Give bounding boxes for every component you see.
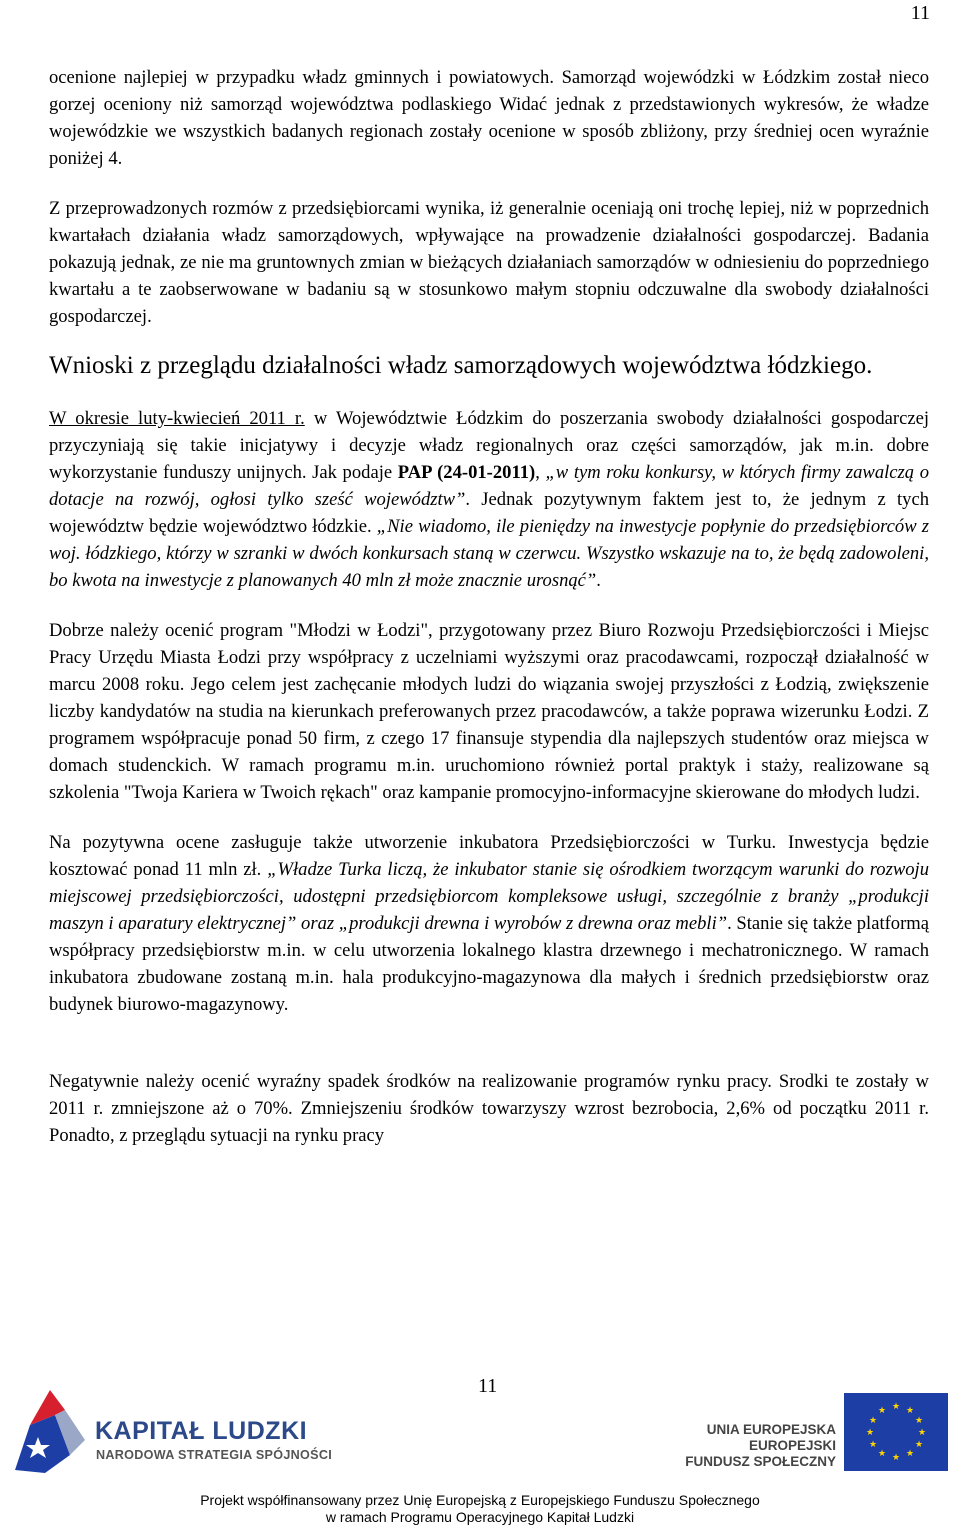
- svg-text:★: ★: [905, 1449, 915, 1459]
- p3-text-1: w Województwie Łódzkim do poszerzania swobody działalności gospodarczej przyczyniają się takie inicjatywy i decyzje władz regionalnych oraz części samorządów, jak m.in. dobre wykorzystanie funduszy unijnych. Jak podaje: [49, 408, 929, 483]
- footer-line-1: Projekt współfinansowany przez Unię Europejską z Europejskiego Funduszu Społecznego: [200, 1492, 760, 1508]
- paragraph-1: ocenione najlepiej w przypadku władz gminnych i powiatowych. Samorząd wojewódzki w Łódzkim został nieco gorzej oceniony niż samorząd województwa podlaskiego Widać jednak z przedstawionych wykresów, że władze wojewódzkie we wszystkich badanych regionach zostały ocenione w sposób zbliżony, przy średniej ocen wyraźnie poniżej 4.: [49, 67, 929, 169]
- svg-text:★: ★: [917, 1428, 927, 1438]
- page-number-bottom: 11: [478, 1375, 498, 1397]
- footer: [0, 1492, 960, 1526]
- p3-text-4: .: [596, 570, 601, 591]
- source-pap: PAP (24-01-2011): [397, 462, 536, 483]
- section-heading: Wnioski z przeglądu działalności władz samorządowych województwa łódzkiego.: [49, 352, 873, 379]
- kapital-ludzki-subtitle: NARODOWA STRATEGIA SPÓJNOŚCI: [96, 1448, 333, 1462]
- paragraph-4: Dobrze należy ocenić program "Młodzi w Łodzi", przygotowany przez Biuro Rozwoju Przedsiębiorczości i Miejsc Pracy Urzędu Miasta Łodzi przy współpracy z uczelniami wyższymi oraz pracodawcami, rozpoczął działalność w marcu 2008 roku. Jego celem jest zachęcanie młodych ludzi do wiązania swojej przyszłości z Łodzią, zwiększenie liczby kandydatów na studia na kierunkach preferowanych przez pracodawców, a także poprawa wizerunku Łodzi. Z programem współpracuje ponad 50 firm, z czego 17 finansuje stypendia dla najlepszych studentów oraz miejsca w domach studenckich. W ramach programu m.in. uruchomiono również portal praktyk i staży, realizowane są szkolenia "Twoja Kariera w Twoich rękach" oraz kampanie promocyjno-informacyjne skierowane do młodych ludzi.: [49, 620, 929, 803]
- p5-text-2: . Stanie się także platformą współpracy przedsiębiorstw m.in. w celu utworzenia lokalnego klastra drzewnego i mechatronicznego. W ramach inkubatora zbudowane zostaną m.in. hala produkcyjno-magazynowa dla małych i średnich przedsiębiorstw oraz budynek biurowo-magazynowy.: [49, 913, 930, 1015]
- p5-text-1: Na pozytywna ocene zasługuje także utworzenie inkubatora Przedsiębiorczości w Turku. Inwestycja będzie kosztować ponad 11 mln zł.: [49, 832, 929, 880]
- paragraph-5: [49, 829, 929, 1018]
- ue-line-1: UNIA EUROPEJSKA: [706, 1422, 836, 1437]
- kapital-ludzki-icon: [10, 1385, 90, 1475]
- footer-line-2: w ramach Programu Operacyjnego Kapitał Ludzki: [325, 1509, 635, 1525]
- svg-text:★: ★: [868, 1440, 878, 1450]
- paragraph-6: Negatywnie należy ocenić wyraźny spadek środków na realizowanie programów rynku pracy. Srodki te zostały w 2011 r. zmniejszone aż o 70%. Zmniejszeniu środków towarzyszy wzrost bezrobocia, 2,6% od początku 2011 r. Ponadto, z przeglądu sytuacji na rynku pracy: [49, 1071, 929, 1146]
- quote-1: „w tym roku konkursy, w których firmy zawalczą o dotacje na rozwój, ogłosi tylko sześć województw”: [49, 462, 929, 510]
- svg-text:★: ★: [877, 1406, 887, 1416]
- svg-text:★: ★: [891, 1453, 901, 1463]
- period-label: W okresie luty-kwiecień 2011 r.: [49, 408, 305, 429]
- p3-text-2: ,: [535, 462, 546, 483]
- ue-line-2: EUROPEJSKI: [748, 1438, 836, 1453]
- svg-text:★: ★: [914, 1416, 924, 1426]
- eu-flag-icon: [844, 1393, 948, 1471]
- svg-text:★: ★: [914, 1440, 924, 1450]
- kapital-ludzki-title: KAPITAŁ LUDZKI: [95, 1417, 308, 1445]
- svg-text:★: ★: [865, 1428, 875, 1438]
- svg-text:★: ★: [891, 1402, 901, 1412]
- svg-text:★: ★: [868, 1416, 878, 1426]
- quote-2: „Nie wiadomo, ile pieniędzy na inwestycje popłynie do przedsiębiorców z woj. łódzkiego, którzy w szranki w dwóch konkursach staną w czerwcu. Wszystko wskazuje na to, że będą zadowoleni, bo kwota na inwestycje z planowanych 40 mln zł może znacznie urosnąć”: [49, 516, 929, 591]
- document-body: [49, 64, 929, 1149]
- paragraph-2: Z przeprowadzonych rozmów z przedsiębiorcami wynika, iż generalnie oceniają oni trochę lepiej, niż w poprzednich kwartałach działania władz samorządowych, wpływające na prowadzenie działalności gospodarczej. Badania pokazują jednak, ze nie ma gruntownych zmian w bieżących działaniach samorządów w odniesieniu do poprzedniego kwartału a te zaobserwowane w badaniu są w stosunkowo małym stopniu odczuwalne dla swobody działalności gospodarczej.: [49, 198, 929, 327]
- quote-3: „Władze Turka liczą, że inkubator stanie się ośrodkiem tworzącym warunki do rozwoju miejscowej przedsiębiorczości, udostępni przedsiębiorcom kompleksowe usługi, szczególnie z branży „produkcji maszyn i aparatury elektrycznej” oraz „produkcji drewna i wyrobów z drewna oraz mebli”: [49, 859, 930, 934]
- svg-text:★: ★: [905, 1406, 915, 1416]
- svg-text:★: ★: [877, 1449, 887, 1459]
- paragraph-3: [49, 405, 929, 594]
- p3-text-3: . Jednak pozytywnym faktem jest to, że jednym z tych województw będzie województwo łódzkie.: [49, 489, 929, 537]
- ue-text: [685, 1422, 836, 1470]
- logo-bar: [0, 1385, 960, 1485]
- ue-line-3: FUNDUSZ SPOŁECZNY: [685, 1454, 836, 1469]
- page-number-top: 11: [910, 2, 930, 24]
